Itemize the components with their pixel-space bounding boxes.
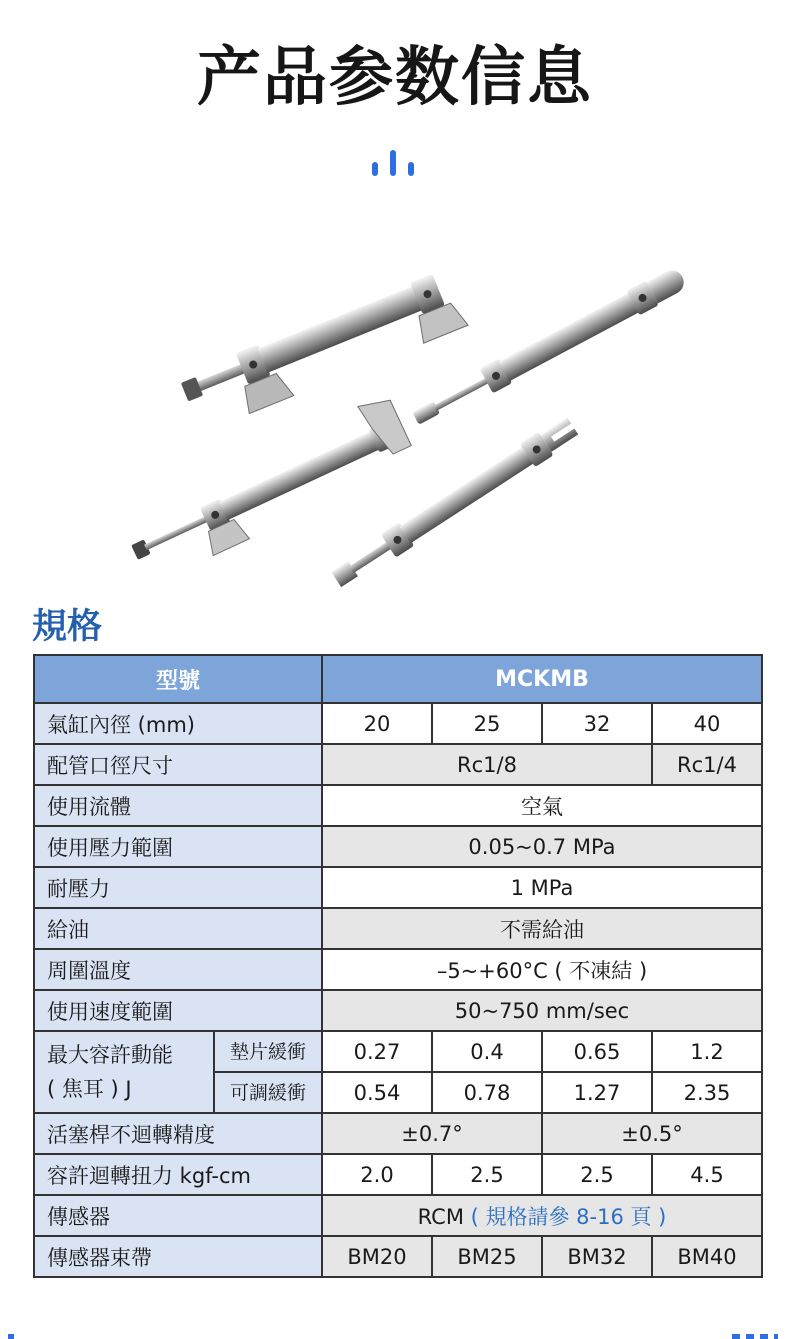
page-title: 产品参数信息 — [197, 41, 593, 115]
band-label: 傳感器束帶 — [34, 1236, 322, 1277]
torque-label: 容許迴轉扭力 kgf-cm — [34, 1154, 322, 1195]
bore-label: 氣缸內徑 (mm) — [34, 703, 322, 744]
energy-label — [35, 1032, 213, 1112]
torque-value: 4.5 — [652, 1154, 762, 1195]
speed-value: 50~750 mm/sec — [322, 990, 762, 1031]
table-row-sensor — [34, 1195, 762, 1236]
table-row-rotation — [34, 1113, 762, 1154]
table-row-fluid — [34, 785, 762, 826]
energy-adj-value: 2.35 — [652, 1072, 762, 1113]
energy-label-line1: 最大容許動能 — [47, 1043, 173, 1067]
bore-value: 25 — [432, 703, 542, 744]
header-type-label: 型號 — [34, 655, 322, 703]
spec-heading: 規格 — [32, 607, 103, 647]
temp-value: –5~+60°C ( 不凍結 ) — [322, 949, 762, 990]
table-row-header — [34, 655, 762, 703]
table-row-energy-pad — [34, 1031, 762, 1072]
table-row-pressure — [34, 826, 762, 867]
rotation-label: 活塞桿不迴轉精度 — [34, 1113, 322, 1154]
energy-label-cell — [34, 1031, 322, 1113]
energy-label-line2: ( 焦耳 ) J — [47, 1077, 132, 1101]
table-row-proof — [34, 867, 762, 908]
spec-table — [33, 654, 763, 1278]
energy-adj-value: 1.27 — [542, 1072, 652, 1113]
table-row-band — [34, 1236, 762, 1277]
rotation-value-a: ±0.7° — [322, 1113, 542, 1154]
speed-label: 使用速度範圍 — [34, 990, 322, 1031]
temp-label: 周圍溫度 — [34, 949, 322, 990]
proof-label: 耐壓力 — [34, 867, 322, 908]
lube-value: 不需給油 — [322, 908, 762, 949]
header-model: MCKMB — [322, 655, 762, 703]
energy-adj-value: 0.54 — [322, 1072, 432, 1113]
fluid-label: 使用流體 — [34, 785, 322, 826]
table-row-port — [34, 744, 762, 785]
bore-value: 20 — [322, 703, 432, 744]
torque-value: 2.5 — [542, 1154, 652, 1195]
proof-value: 1 MPa — [322, 867, 762, 908]
sensor-label: 傳感器 — [34, 1195, 322, 1236]
table-row-temp — [34, 949, 762, 990]
pressure-label: 使用壓力範圍 — [34, 826, 322, 867]
energy-pad-value: 0.27 — [322, 1031, 432, 1072]
pressure-value: 0.05~0.7 MPa — [322, 826, 762, 867]
fluid-value: 空氣 — [322, 785, 762, 826]
torque-value: 2.0 — [322, 1154, 432, 1195]
rotation-value-b: ±0.5° — [542, 1113, 762, 1154]
band-value: BM20 — [322, 1236, 432, 1277]
port-label: 配管口徑尺寸 — [34, 744, 322, 785]
energy-sub-labels — [213, 1032, 321, 1112]
footer-decoration-right — [732, 1334, 778, 1339]
port-value-b: Rc1/4 — [652, 744, 762, 785]
table-row-bore — [34, 703, 762, 744]
energy-pad-value: 0.4 — [432, 1031, 542, 1072]
cylinder-2 — [409, 264, 689, 431]
energy-adj-value: 0.78 — [432, 1072, 542, 1113]
band-value: BM40 — [652, 1236, 762, 1277]
table-row-speed — [34, 990, 762, 1031]
torque-value: 2.5 — [432, 1154, 542, 1195]
energy-pad-value: 1.2 — [652, 1031, 762, 1072]
sensor-model: RCM — [417, 1204, 464, 1229]
cylinder-product-photo — [110, 262, 700, 592]
band-value: BM32 — [542, 1236, 652, 1277]
band-value: BM25 — [432, 1236, 542, 1277]
bore-value: 40 — [652, 703, 762, 744]
title-decoration-bars — [372, 150, 418, 176]
footer-decoration-left — [8, 1334, 14, 1339]
bore-value: 32 — [542, 703, 652, 744]
energy-pad-label: 墊片緩衝 — [213, 1032, 321, 1073]
port-value-a: Rc1/8 — [322, 744, 652, 785]
energy-pad-value: 0.65 — [542, 1031, 652, 1072]
lube-label: 給油 — [34, 908, 322, 949]
sensor-value — [322, 1195, 762, 1236]
sensor-note: ( 規格請參 8-16 頁 ) — [470, 1204, 667, 1229]
table-row-lube — [34, 908, 762, 949]
table-row-torque — [34, 1154, 762, 1195]
energy-adj-label: 可調緩衝 — [213, 1073, 321, 1112]
